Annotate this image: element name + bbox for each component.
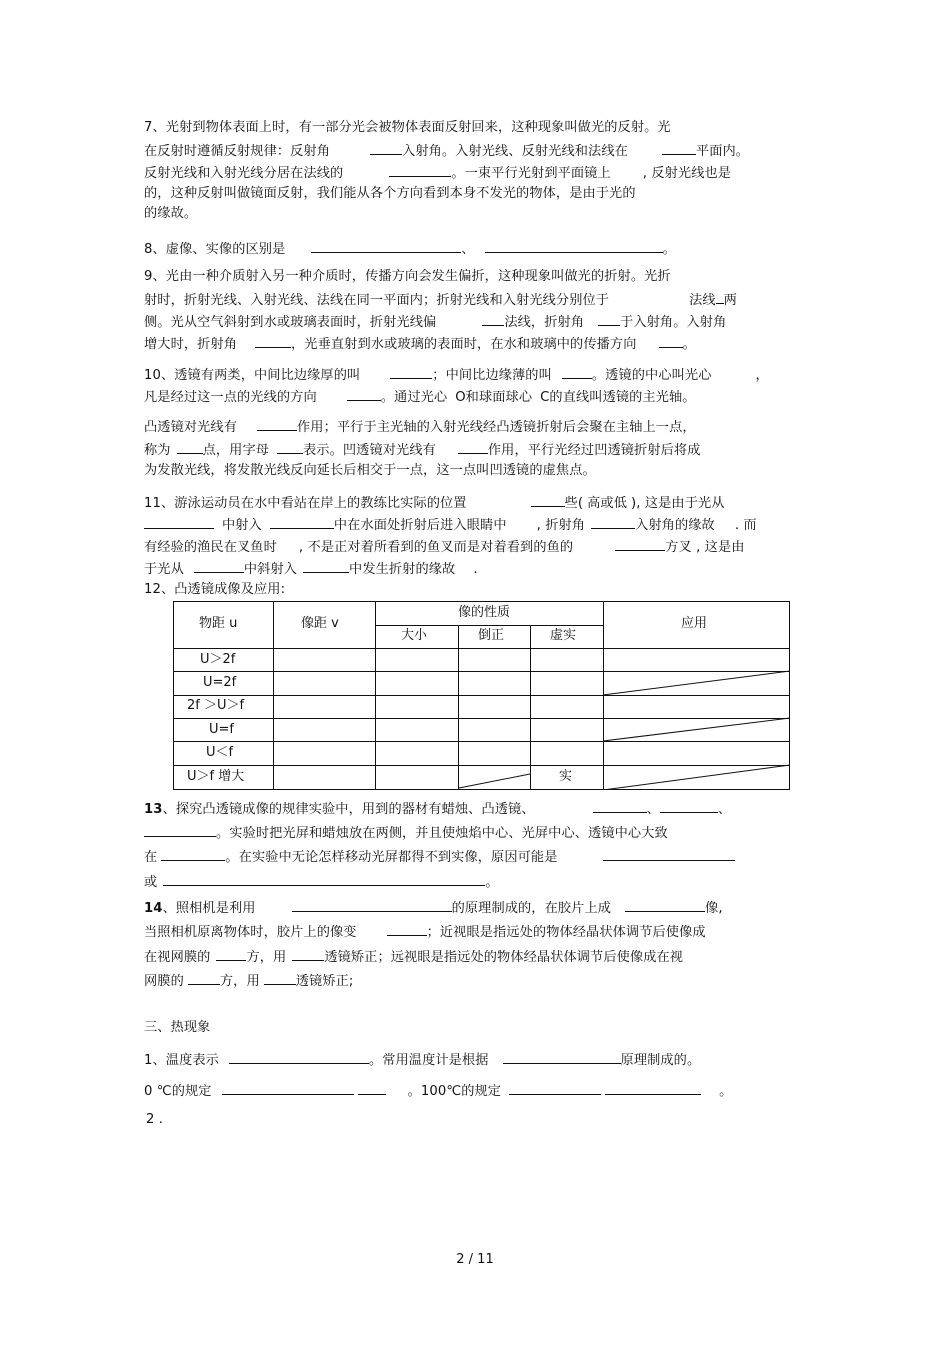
q9-blank-3[interactable] <box>598 311 620 326</box>
q11-blank-4[interactable] <box>591 514 635 529</box>
s3-blank-5[interactable] <box>509 1080 601 1095</box>
row-label: U＜f <box>206 745 234 760</box>
q13-line-1: 13、探究凸透镜成像的规律实验中，用到的器材有蜡烛、凸透镜、 、 、 <box>144 798 731 819</box>
q7-blank-3[interactable] <box>389 162 451 177</box>
q11-blank-5[interactable] <box>615 536 665 551</box>
q13-blank-1[interactable] <box>593 798 647 813</box>
page-number: 2 / 11 <box>456 1252 494 1267</box>
q7-line-1: 7、光射到物体表面上时，有一部分光会被物体表面反射回来，这种现象叫做光的反射。光 <box>144 120 671 135</box>
q10-blank-4[interactable] <box>257 416 297 431</box>
q13-blank-6[interactable] <box>163 871 485 886</box>
s3-blank-4[interactable] <box>358 1080 386 1095</box>
q9-blank-1[interactable] <box>716 289 724 304</box>
q9-blank-2[interactable] <box>482 311 504 326</box>
lens-imaging-table <box>173 601 790 790</box>
q14-blank-5[interactable] <box>292 946 324 961</box>
q7-line-4: 的，这种反射叫做镜面反射，我们能从各个方向看到本身不发光的物体，是由于光的 <box>144 186 636 201</box>
header-image-distance: 像距 v <box>301 616 339 631</box>
q14-blank-6[interactable] <box>188 970 220 985</box>
s3-line-2: 0 ℃的规定 。100℃的规定 。 <box>144 1080 732 1101</box>
q10-line-3: 凸透镜对光线有 作用；平行于主光轴的入射光线经凸透镜折射后会聚在主轴上一点， <box>144 416 696 437</box>
header-object-distance: 物距 u <box>199 616 238 631</box>
q14-line-3: 在视网膜的 方，用 透镜矫正；远视眼是指远处的物体经晶状体调节后使像成在视 <box>144 946 683 967</box>
q14-blank-2[interactable] <box>625 897 705 912</box>
header-application: 应用 <box>681 616 708 631</box>
q11-line-3: 有经验的渔民在叉鱼时 , 不是正对着所看到的鱼叉而是对着看到的鱼的 方叉 , 这是由 <box>144 536 745 557</box>
q12-title: 12、凸透镜成像及应用: <box>144 582 286 597</box>
q9-blank-5[interactable] <box>659 333 683 348</box>
s3-blank-3[interactable] <box>222 1080 354 1095</box>
q14-line-4: 网膜的 方，用 透镜矫正; <box>144 970 353 991</box>
header-real-virtual: 虚实 <box>550 628 577 643</box>
q13-blank-2[interactable] <box>660 798 718 813</box>
q7-blank-2[interactable] <box>662 140 696 155</box>
q10-blank-1[interactable] <box>390 364 432 379</box>
q8-blank-1[interactable] <box>311 238 461 253</box>
q13-blank-4[interactable] <box>161 846 225 861</box>
s3-blank-6[interactable] <box>605 1080 701 1095</box>
header-orientation: 倒正 <box>478 628 505 643</box>
s3-blank-2[interactable] <box>503 1049 621 1064</box>
q11-line-4: 于光从 中斜射入 中发生折射的缘故 . <box>144 558 478 579</box>
q10-blank-5[interactable] <box>177 439 203 454</box>
q7-line-2: 在反射时遵循反射规律：反射角 入射角。入射光线、反射光线和法线在 平面内。 <box>144 140 749 161</box>
q14-line-1: 14、照相机是利用 的原理制成的，在胶片上成 像, <box>144 897 723 918</box>
cell-real: 实 <box>559 769 573 784</box>
q11-blank-2[interactable] <box>144 514 214 529</box>
q11-line-1: 11、游泳运动员在水中看站在岸上的教练比实际的位置 些( 高或低 ), 这是由于光从 <box>144 492 725 513</box>
q14-blank-7[interactable] <box>264 970 296 985</box>
q9-blank-4[interactable] <box>255 333 291 348</box>
s3-line-1: 1、温度表示 。常用温度计是根据 原理制成的。 <box>144 1049 700 1070</box>
q10-line-5: 为发散光线，将发散光线反向延长后相交于一点，这一点叫凹透镜的虚焦点。 <box>144 463 596 478</box>
q11-blank-3[interactable] <box>270 514 334 529</box>
q9-line-4: 增大时，折射角 ，光垂直射到水或玻璃的表面时，在水和玻璃中的传播方向 。 <box>144 333 696 354</box>
q10-line-1: 10、透镜有两类，中间比边缘厚的叫 ；中间比边缘薄的叫 。透镜的中心叫光心 ， <box>144 364 769 385</box>
q7-line-3: 反射光线和入射光线分居在法线的 。一束平行光射到平面镜上 , 反射光线也是 <box>144 162 731 183</box>
header-image-nature: 像的性质 <box>458 605 511 620</box>
row-label: 2f ＞U＞f <box>187 698 245 713</box>
q13-line-3: 在 。在实验中无论怎样移动光屏都得不到实像，原因可能是 <box>144 846 735 867</box>
q8-blank-2[interactable] <box>485 238 663 253</box>
row-label: U=f <box>209 722 234 737</box>
row-label: U＞2f <box>200 652 236 667</box>
q10-line-4: 称为 点，用字母 表示。凹透镜对光线有 作用，平行光经过凹透镜折射后将成 <box>144 439 701 460</box>
row-label: U＞f 增大 <box>187 769 245 784</box>
header-size: 大小 <box>401 628 428 643</box>
q11-blank-6[interactable] <box>194 558 244 573</box>
q7-blank-1[interactable] <box>370 140 402 155</box>
q11-blank-7[interactable] <box>303 558 349 573</box>
q10-blank-3[interactable] <box>347 386 381 401</box>
q10-line-2: 凡是经过这一点的光线的方向 。通过光心 O和球面球心 C的直线叫透镜的主光轴。 <box>144 386 696 407</box>
s3-line-3: 2 . <box>146 1112 164 1127</box>
q14-blank-1[interactable] <box>292 897 452 912</box>
q7-line-5: 的缘故。 <box>144 206 198 221</box>
row-label: U=2f <box>203 675 237 690</box>
q13-line-2: 。实验时把光屏和蜡烛放在两侧，并且使烛焰中心、光屏中心、透镜中心大致 <box>144 822 668 843</box>
q14-blank-3[interactable] <box>387 921 427 936</box>
q14-blank-4[interactable] <box>216 946 246 961</box>
q11-blank-1[interactable] <box>531 492 565 507</box>
q13-blank-5[interactable] <box>603 846 735 861</box>
q14-line-2: 当照相机原离物体时，胶片上的像变 ；近视眼是指远处的物体经晶状体调节后使像成 <box>144 921 706 942</box>
q10-blank-7[interactable] <box>458 439 488 454</box>
q10-blank-6[interactable] <box>277 439 303 454</box>
q13-line-4: 或 。 <box>144 871 499 892</box>
q9-line-3: 侧。光从空气斜射到水或玻璃表面时，折射光线偏 法线，折射角 于入射角。入射角 <box>144 311 726 332</box>
section-3-title: 三、热现象 <box>144 1020 211 1035</box>
q9-line-1: 9、光由一种介质射入另一种介质时，传播方向会发生偏折，这种现象叫做光的折射。光折 <box>144 269 671 284</box>
s3-blank-1[interactable] <box>229 1049 369 1064</box>
q13-blank-3[interactable] <box>144 822 216 837</box>
q11-line-2: 中射入 中在水面处折射后进入眼睛中 , 折射角 入射角的缘故 . 而 <box>144 514 757 535</box>
q9-line-2: 射时，折射光线、入射光线、法线在同一平面内；折射光线和入射光线分别位于 法线 两 <box>144 289 737 310</box>
q10-blank-2[interactable] <box>562 364 592 379</box>
q8-line: 8、虚像、实像的区别是 、 。 <box>144 238 676 259</box>
